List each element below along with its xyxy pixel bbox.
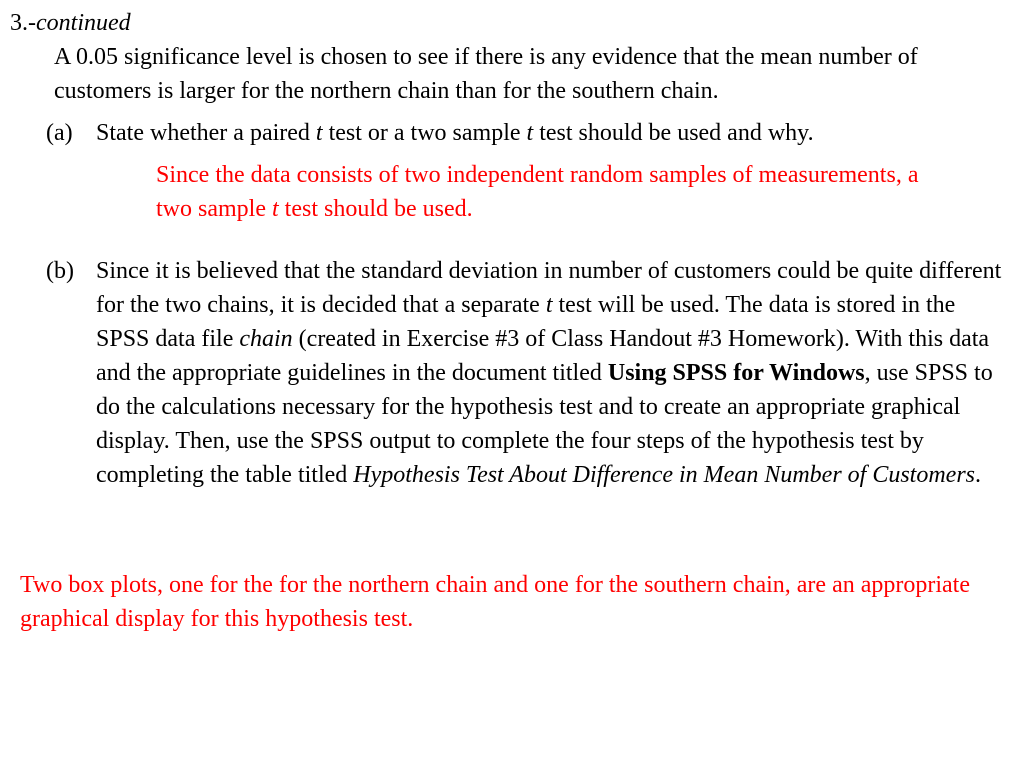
part-a-answer <box>156 158 936 226</box>
part-a-answer-t: t <box>271 196 279 222</box>
part-a-answer-text-2: test should be used. <box>278 196 473 222</box>
part-b-text-5: . <box>975 462 982 488</box>
part-a-label: (a) <box>46 120 73 146</box>
part-b-answer: Two box plots, one for the for the northern chain and one for the southern chain, are an appropriate graphical display for this hypothesis test. <box>20 572 970 632</box>
part-b-text-1: Since it is believed that the standard deviation in number of customers could be quite different for the two chains, it is decided that a separate <box>96 258 1002 318</box>
part-b-text-3: (created in Exercise #3 of Class Handout #3 Homework). With this data and the appropriate guidelines in the document titled <box>96 326 990 386</box>
part-a-t-1: t <box>315 120 323 146</box>
part-b-text-4: , use SPSS to do the calculations necessary for the hypothesis test and to create an appropriate graphical display. Then, use the SPSS output to complete the four steps of the hypothesis test by completing the table titled <box>96 360 993 488</box>
part-a-text-1: State whether a paired <box>96 120 316 146</box>
part-b-question <box>96 254 1014 492</box>
continued-label: continued <box>36 10 131 36</box>
part-b-text-2: test will be used. The data is stored in the SPSS data file <box>96 292 956 352</box>
document-title: Using SPSS for Windows <box>607 360 865 386</box>
part-a-answer-text-1: Since the data consists of two independent random samples of measurements, a two sample <box>156 162 919 222</box>
part-a-t-2: t <box>526 120 534 146</box>
section-heading <box>10 6 131 40</box>
table-title: Hypothesis Test About Difference in Mean Number of Customers <box>353 462 976 488</box>
part-a-text-3: test should be used and why. <box>533 120 814 146</box>
part-a-question <box>96 116 996 150</box>
data-file-name: chain <box>239 326 293 352</box>
part-a-text-2: test or a two sample <box>322 120 527 146</box>
question-number: 3.- <box>10 10 36 36</box>
intro-paragraph: A 0.05 significance level is chosen to see if there is any evidence that the mean number of customers is larger for the northern chain than for the southern chain. <box>54 44 918 104</box>
part-b-label: (b) <box>46 258 74 284</box>
part-b-t: t <box>545 292 553 318</box>
